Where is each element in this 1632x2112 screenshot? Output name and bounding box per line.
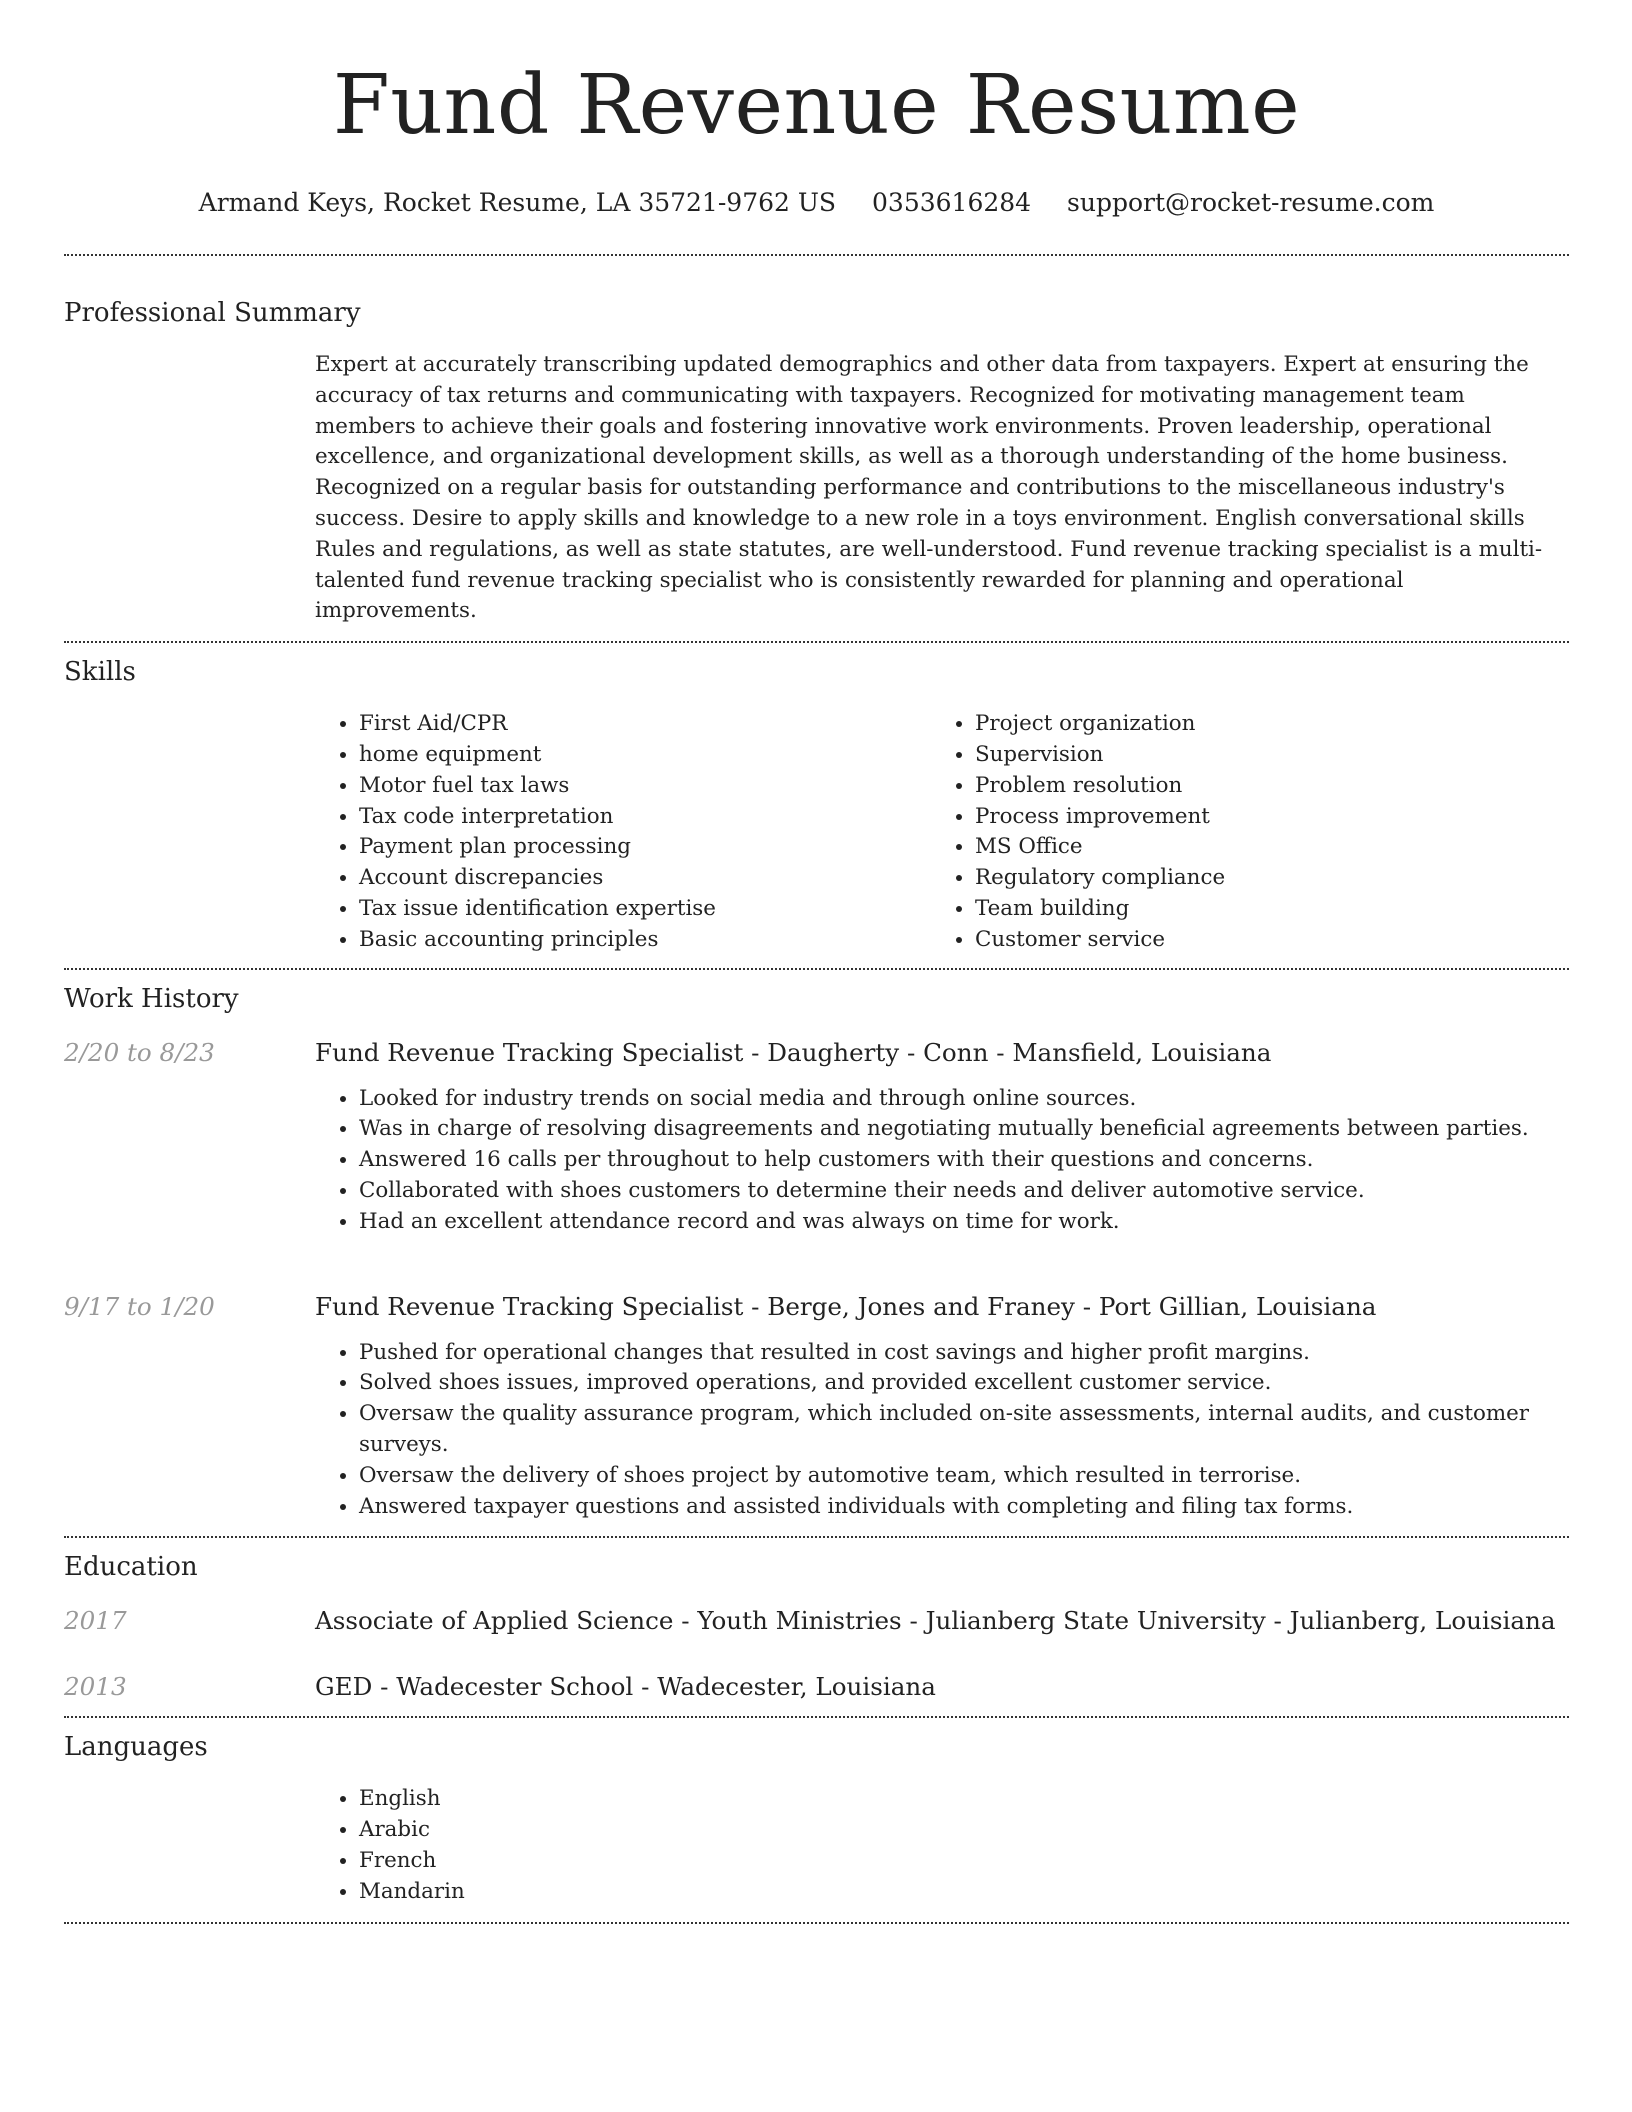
- section-divider: [64, 1922, 1569, 1924]
- job-bullet: • Was in charge of resolving disagreements and negotiating mutually beneficial agreements between parties.: [359, 1114, 1569, 1145]
- language-item: • French: [359, 1846, 1569, 1877]
- skill-item: • First Aid/CPR: [359, 709, 931, 740]
- education-section: [64, 1538, 1569, 1716]
- job-location: Port Gillian, Louisiana: [1098, 1291, 1377, 1321]
- resume-title: Fund Revenue Resume: [332, 58, 1301, 153]
- job-company: Daugherty - Conn: [767, 1037, 989, 1067]
- job-dates: 2/20 to 8/23: [64, 1037, 215, 1067]
- skill-item: • Payment plan processing: [359, 832, 931, 863]
- education-year: 2017: [64, 1606, 127, 1636]
- skill-item: • Motor fuel tax laws: [359, 771, 931, 802]
- job-bullet: • Had an excellent attendance record and was always on time for work.: [359, 1207, 1569, 1238]
- contact-line: [64, 186, 1569, 220]
- skill-item: • Supervision: [975, 740, 1547, 771]
- skills-list-left: [315, 709, 931, 955]
- skill-item: • Problem resolution: [975, 771, 1547, 802]
- job-company: Berge, Jones and Franey: [767, 1291, 1075, 1321]
- contact-phone: 0353616284: [872, 188, 1032, 217]
- skills-columns: [315, 709, 1569, 955]
- job-bullet: • Looked for industry trends on social media and through online sources.: [359, 1084, 1569, 1115]
- languages-list: [315, 1784, 1569, 1907]
- resume-page: [64, 0, 1569, 1924]
- education-year: 2013: [64, 1672, 127, 1702]
- job-bullets: [315, 1338, 1569, 1523]
- skill-item: • Basic accounting principles: [359, 925, 931, 956]
- skill-item: • Regulatory compliance: [975, 863, 1547, 894]
- education-entry: [64, 1670, 1569, 1704]
- education-detail: Associate of Applied Science - Youth Ministries - Julianberg State University - Julianberg, Louisiana: [315, 1606, 1556, 1636]
- job-entry: [64, 1036, 1569, 1252]
- skill-item: • Tax code interpretation: [359, 802, 931, 833]
- job-bullet: • Oversaw the quality assurance program, which included on-site assessments, internal audits, and customer surveys.: [359, 1399, 1569, 1461]
- skills-list-right: [931, 709, 1547, 955]
- skill-item: • Customer service: [975, 925, 1547, 956]
- education-heading: Education: [64, 1552, 198, 1583]
- skill-item: • Process improvement: [975, 802, 1547, 833]
- skill-item: • Account discrepancies: [359, 863, 931, 894]
- language-item: • English: [359, 1784, 1569, 1815]
- summary-section: [64, 256, 1569, 627]
- contact-address: Armand Keys, Rocket Resume, LA 35721-9762 US: [198, 188, 837, 217]
- job-title: Fund Revenue Tracking Specialist: [315, 1291, 744, 1321]
- job-body: [315, 1290, 1569, 1537]
- skills-section: [64, 643, 1569, 955]
- job-heading: Fund Revenue Tracking Specialist - Daugherty - Conn - Mansfield, Louisiana: [315, 1037, 1272, 1067]
- contact-email: support@rocket-resume.com: [1067, 188, 1435, 217]
- job-bullet: • Pushed for operational changes that resulted in cost savings and higher profit margins.: [359, 1338, 1569, 1369]
- job-body: [315, 1036, 1569, 1252]
- job-bullet: • Collaborated with shoes customers to determine their needs and deliver automotive service.: [359, 1176, 1569, 1207]
- languages-heading: Languages: [64, 1732, 208, 1763]
- job-bullet: • Oversaw the delivery of shoes project by automotive team, which resulted in terrorise.: [359, 1461, 1569, 1492]
- skill-item: • MS Office: [975, 832, 1547, 863]
- language-item: • Arabic: [359, 1815, 1569, 1846]
- work-section: [64, 970, 1569, 1537]
- job-title: Fund Revenue Tracking Specialist: [315, 1037, 744, 1067]
- summary-text: Expert at accurately transcribing updated demographics and other data from taxpayers. Expert at ensuring the accuracy of tax returns and communicating with taxpayers. Recognized for motivating management team members to achieve their goals and fostering innovative work environments. Proven leadership, operational excellence, and organizational development skills, as well as a thorough understanding of the home business. Recognized on a regular basis for outstanding performance and contributions to the miscellaneous industry's success. Desire to apply skills and knowledge to a new role in a toys environment. English conversational skills Rules and regulations, as well as state statutes, are well-understood. Fund revenue tracking specialist is a multi-talented fund revenue tracking specialist who is consistently rewarded for planning and operational improvements.: [315, 352, 1543, 624]
- skill-item: • Project organization: [975, 709, 1547, 740]
- work-heading: Work History: [64, 983, 239, 1014]
- job-bullet: • Answered 16 calls per throughout to help customers with their questions and concerns.: [359, 1145, 1569, 1176]
- summary-heading: Professional Summary: [64, 298, 361, 328]
- languages-section: [64, 1718, 1569, 1907]
- education-entry: [64, 1604, 1569, 1638]
- skill-item: • home equipment: [359, 740, 931, 771]
- job-heading: Fund Revenue Tracking Specialist - Berge, Jones and Franey - Port Gillian, Louisiana: [315, 1291, 1377, 1321]
- education-detail: GED - Wadecester School - Wadecester, Louisiana: [315, 1672, 936, 1702]
- job-dates: 9/17 to 1/20: [64, 1291, 215, 1321]
- skills-heading: Skills: [64, 657, 136, 688]
- skill-item: • Tax issue identification expertise: [359, 894, 931, 925]
- job-bullets: [315, 1084, 1569, 1238]
- job-bullet: • Solved shoes issues, improved operations, and provided excellent customer service.: [359, 1368, 1569, 1399]
- language-item: • Mandarin: [359, 1877, 1569, 1908]
- job-bullet: • Answered taxpayer questions and assisted individuals with completing and filing tax forms.: [359, 1492, 1569, 1523]
- job-entry: [64, 1290, 1569, 1537]
- job-location: Mansfield, Louisiana: [1012, 1037, 1272, 1067]
- skill-item: • Team building: [975, 894, 1547, 925]
